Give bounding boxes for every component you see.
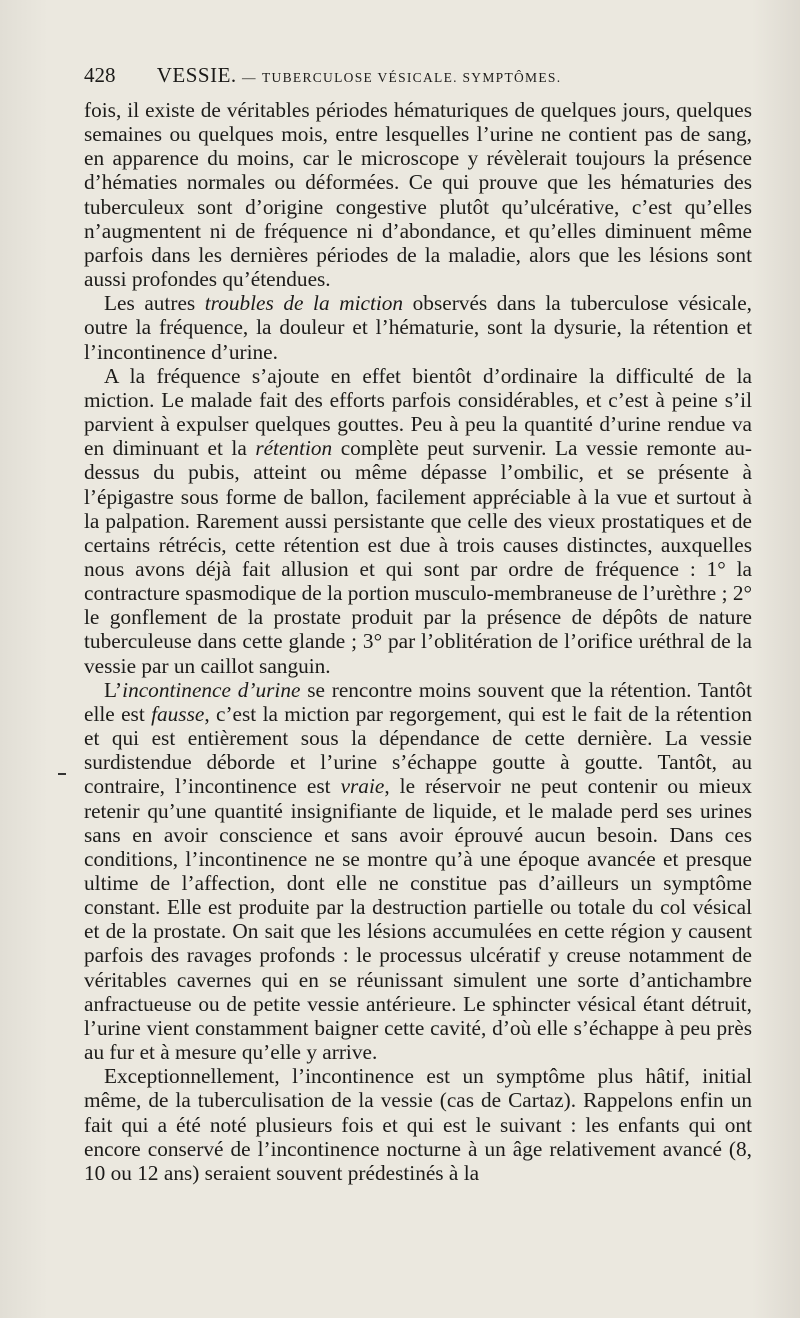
text-run: complète peut survenir. La vessie remonte au-dessus du pubis, atteint ou même dépasse l’ombilic, et se présente à l’épigastre sous forme de ballon, facilement appréciable à la vue et surtout à la palpation. Rarement aussi persistante que celle des vieux prostatiques et de certains rétrécis, cette rétention est due à trois causes distinctes, auxquelles nous avons déjà fait allusion et qui sont par ordre de fréquence : 1° la contracture spasmodique de la portion musculo-membraneuse de l’urèthre ; 2° le gonflement de la prostate produit par la présence de dépôts de nature tuberculeuse dans cette glande ; 3° par l’oblitération de l’orifice uréthral de la vessie par un caillot sanguin. [84, 436, 753, 678]
italic-text: troubles de la miction [204, 291, 404, 316]
italic-text: rétention [255, 436, 333, 461]
text-run: observés dans la tuberculose vésicale, outre la fréquence, la douleur et l’hématurie, sont la dysurie, la rétention et l’incontinence d’urine. [84, 291, 752, 364]
paragraph [84, 291, 752, 363]
running-header [84, 62, 752, 91]
margin-mark [58, 773, 66, 775]
italic-text: fausse [151, 701, 205, 726]
paragraph [84, 678, 752, 1065]
text-run: , c’est la miction par regorgement, qui est le fait de la rétention et qui est entièrement sous la dépendance de cette dernière. La vessie surdistendue déborde et l’urine s’échappe goutte à goutte. Tantôt, au contraire, l’incontinence est [84, 701, 752, 799]
page-number: 428 [84, 63, 116, 87]
italic-text: incontinence d’urine [122, 677, 301, 702]
text-run: fois, il existe de véritables périodes hématuriques de quelques jours, quelques semaines ou quelques mois, entre lesquelles l’urine ne contient pas de sang, en apparence du moins, car le microscope y révèlerait toujours la présence d’hématies normales ou déformées. Ce qui prouve que les hématuries des tuberculeux sont d’origine congestive plutôt qu’ulcérative, c’est qu’elles n’augmentent ni de fréquence ni d’abondance, et qu’elles diminuent même parfois dans les dernières périodes de la maladie, alors que les lésions sont aussi profondes qu’étendues. [84, 98, 752, 292]
running-dash: — [241, 70, 257, 85]
text-run: L’ [104, 677, 123, 702]
italic-text: vraie [340, 774, 385, 799]
paragraph [84, 364, 752, 678]
paragraph [84, 1064, 752, 1185]
paragraph [84, 98, 752, 291]
running-subtitle: TUBERCULOSE VÉSICALE. SYMPTÔMES. [262, 70, 562, 85]
running-title: VESSIE. [156, 63, 237, 87]
text-run: se rencontre moins souvent que la rétention. Tantôt elle est [84, 677, 752, 726]
text-run: A la fréquence s’ajoute en effet bientôt d’ordinaire la difficulté de la miction. Le malade fait des efforts parfois considérables, et c’est à peine s’il parvient à expulser quelques gouttes. Peu à peu la quantité d’urine rendue va en diminuant et la [84, 363, 752, 461]
text-run: Les autres [104, 291, 205, 316]
text-run: , le réservoir ne peut contenir ou mieux retenir qu’une quantité insignifiante de liquide, et le malade perd ses urines sans en avoir conscience et sans avoir éprouvé aucun besoin. Dans ces conditions, l’incontinence ne se montre qu’à une époque avancée et presque ultime de l’affection, dont elle ne constitue pas d’ailleurs un symptôme constant. Elle est produite par la destruction partielle ou totale du col vésical et de la prostate. On sait que les lésions accumulées en cette région y causent parfois des ravages profonds : le processus ulcératif y creuse notamment de véritables cavernes qui en se réunissant simulent une sorte d’antichambre anfractueuse ou de petite vessie antérieure. Le sphincter vésical étant détruit, l’urine vient constamment baigner cette cavité, d’où elle s’échappe à peu près au fur et à mesure qu’elle y arrive. [84, 774, 752, 1065]
text-run: Exceptionnellement, l’incontinence est un symptôme plus hâtif, initial même, de la tuberculisation de la vessie (cas de Cartaz). Rappelons enfin un fait qui a été noté plusieurs fois et qui est le suivant : les enfants qui ont encore conservé de l’incontinence nocturne à un âge relativement avancé (8, 10 ou 12 ans) seraient souvent prédestinés à la [84, 1064, 752, 1185]
body-text [84, 98, 752, 1185]
